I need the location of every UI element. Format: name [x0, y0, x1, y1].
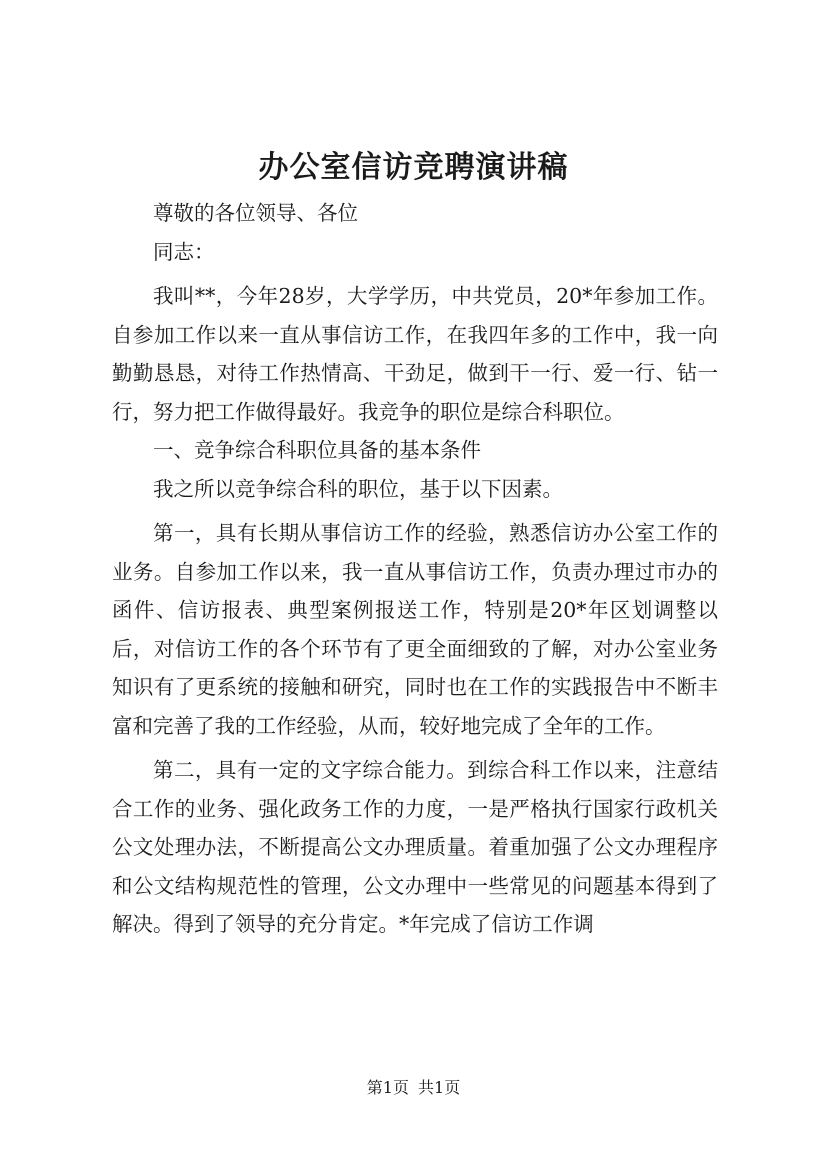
- paragraph-introduction: 我叫**，今年28岁，大学学历，中共党员，20*年参加工作。自参加工作以来一直从事信访工作，在我四年多的工作中，我一向勤勤恳恳，对待工作热情高、干劲足，做到干一行、爱一行、钻一行，努力把工作做得最好。我竞争的职位是综合科职位。: [112, 284, 718, 424]
- paragraph-reasons: 我之所以竞争综合科的职位，基于以下因素。: [153, 476, 563, 501]
- page-number: 第1页: [366, 1078, 409, 1097]
- section-heading-1: 一、竞争综合科职位具备的基本条件: [153, 438, 481, 462]
- paragraph-first-point: 第一，具有长期从事信访工作的经验，熟悉信访办公室工作的业务。自参加工作以来，我一直从事信访工作，负责办理过市办的函件、信访报表、典型案例报送工作，特别是20*年区划调整以后，对信访工作的各个环节有了更全面细致的了解，对办公室业务知识有了更系统的接触和研究，同时也在工作的实践报告中不断丰富和完善了我的工作经验，从而，较好地完成了全年的工作。: [112, 521, 718, 738]
- page-footer: [0, 1077, 827, 1099]
- salutation-line-1: 尊敬的各位领导、各位: [153, 201, 358, 225]
- document-body: [112, 194, 718, 944]
- page-total: 共1页: [418, 1078, 461, 1097]
- document-title: 办公室信访竞聘演讲稿: [258, 150, 569, 185]
- paragraph-second-point: 第二，具有一定的文字综合能力。到综合科工作以来，注意结合工作的业务、强化政务工作的力度，一是严格执行国家行政机关公文处理办法，不断提高公文办理质量。着重加强了公文办理程序和公文结构规范性的管理，公文办理中一些常见的问题基本得到了解决。得到了领导的充分肯定。*年完成了信访工作调: [112, 758, 718, 936]
- salutation-line-2: 同志：: [153, 239, 215, 264]
